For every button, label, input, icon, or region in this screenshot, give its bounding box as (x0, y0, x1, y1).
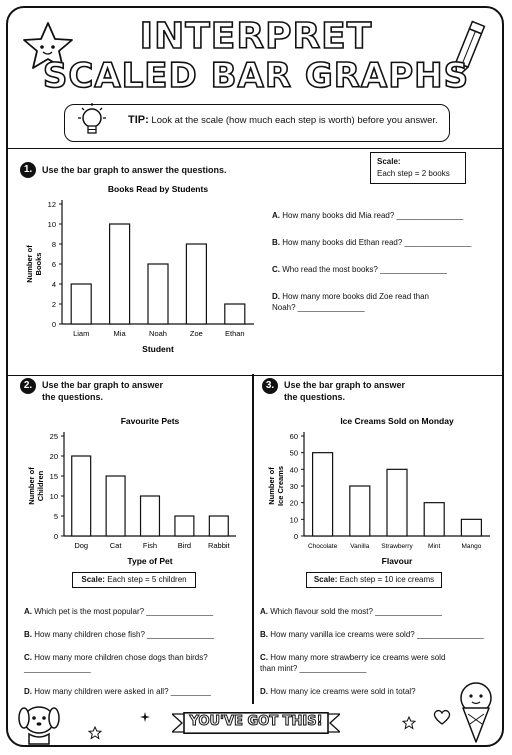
bar (148, 264, 168, 324)
sparkle-icon (140, 712, 150, 722)
bar (175, 516, 194, 536)
section-1-scale-box (370, 152, 466, 184)
y-axis-label-line: Number of (27, 467, 36, 505)
bar (350, 486, 370, 536)
x-tick-label: Ethan (224, 329, 245, 338)
x-tick-label: Bird (177, 541, 192, 550)
question-3a: A. Which flavour sold the most? _______________ (260, 607, 442, 616)
bar (141, 496, 160, 536)
tip-label: TIP: (128, 114, 149, 126)
section-2-number: 2. (20, 378, 36, 394)
y-tick-label: 20 (49, 452, 58, 461)
y-tick-label: 5 (53, 512, 58, 521)
y-axis-label (27, 467, 45, 505)
x-tick-label: Noah (149, 329, 167, 338)
bar (110, 224, 130, 324)
y-tick-label: 12 (47, 200, 56, 209)
y-tick-label: 6 (51, 260, 56, 269)
bar (209, 516, 228, 536)
y-tick-label: 0 (53, 532, 58, 541)
chart-title: Books Read by Students (107, 184, 209, 194)
x-tick-label: Fish (142, 541, 158, 550)
chart-title: Favourite Pets (120, 416, 180, 426)
chart-title: Ice Creams Sold on Monday (340, 416, 454, 426)
section-2-heading: Use the bar graph to answer the questions. (42, 380, 164, 402)
section-2-questions (24, 606, 244, 697)
x-tick-label: Vanilla (350, 543, 370, 550)
bar (71, 284, 91, 324)
y-tick-label: 30 (289, 482, 298, 491)
scale-label: Scale: (377, 157, 401, 166)
section-2-scale-box: Scale: Each step = 5 children (72, 572, 196, 588)
question-3c: C. How many more strawberry ice creams were sold than mint? _______________ (260, 653, 446, 673)
y-tick-label: 0 (293, 532, 298, 541)
y-tick-label: 20 (289, 498, 298, 508)
y-tick-label: 4 (51, 280, 56, 289)
title-line-1: INTERPRET (139, 16, 373, 57)
bar (186, 244, 206, 324)
x-axis-label: Flavour (381, 556, 413, 566)
bar (225, 304, 245, 324)
chart-books-read (14, 184, 264, 368)
x-tick-label: Cat (109, 541, 122, 550)
bar (387, 469, 407, 536)
bar (461, 519, 481, 536)
title-line-2: SCALED BAR GRAPHS (42, 56, 470, 96)
y-axis-label (267, 466, 285, 506)
y-axis-label-line: Children (36, 470, 45, 502)
y-tick-label: 50 (289, 448, 298, 458)
section-1-heading: Use the bar graph to answer the questions. (42, 165, 227, 175)
y-tick-label: 40 (289, 465, 298, 475)
x-axis-label: Type of Pet (127, 556, 173, 566)
y-tick-label: 2 (51, 300, 56, 309)
section-3-scale-box: Scale: Each step = 10 ice creams (306, 572, 442, 588)
tip-text (128, 114, 438, 127)
y-tick-label: 0 (51, 320, 56, 329)
y-tick-label: 8 (51, 240, 56, 249)
question-2c: C. How many more children chose dogs than birds? _______________ (24, 653, 208, 673)
x-tick-label: Rabbit (207, 541, 230, 550)
question-2b: B. How many children chose fish? _______________ (24, 630, 214, 639)
tip-body: Look at the scale (how much each step is worth) before you answer. (151, 115, 438, 126)
x-tick-label: Zoe (189, 329, 203, 338)
question-3d: D. How many ice creams were sold in total? (260, 687, 416, 696)
y-tick-label: 15 (49, 472, 58, 481)
y-tick-label: 25 (49, 432, 58, 441)
star-icon (88, 726, 102, 740)
question-1c: C. Who read the most books? _______________ (272, 265, 447, 274)
x-tick-label: Mango (461, 543, 482, 550)
section-1-questions (272, 210, 496, 313)
chart-ice-creams-sold (258, 406, 498, 570)
x-tick-label: Mint (428, 543, 441, 550)
question-3b: B. How many vanilla ice creams were sold? _______________ (260, 630, 484, 639)
section-3-heading: Use the bar graph to answer the questions. (284, 380, 406, 402)
puppy-icon (14, 694, 64, 748)
bar (424, 503, 444, 536)
heart-icon (432, 708, 452, 726)
question-1d: D. How many more books did Zoe read than Noah? _______________ (272, 292, 429, 312)
banner-text: YOU'VE GOT THIS! (189, 714, 323, 729)
bar (106, 476, 125, 536)
section-1-number: 1. (20, 162, 36, 178)
y-tick-label: 10 (49, 492, 58, 501)
star-icon (402, 716, 416, 730)
x-tick-label: Mia (113, 329, 126, 338)
x-axis-label: Student (142, 344, 174, 354)
x-tick-label: Chocolate (307, 543, 338, 550)
y-axis-label-line: Number of (25, 245, 34, 283)
question-1b: B. How many books did Ethan read? _______________ (272, 238, 472, 247)
y-axis-label (25, 245, 43, 283)
y-tick-label: 60 (289, 432, 298, 441)
question-2d: D. How many children were asked in all? _________ (24, 687, 211, 696)
y-tick-label: 10 (289, 515, 298, 525)
y-axis-label-line: Ice Creams (276, 465, 285, 507)
x-tick-label: Liam (73, 329, 90, 338)
chart-favourite-pets (14, 406, 246, 570)
ice-cream-icon (454, 676, 498, 746)
bar (72, 456, 91, 536)
x-tick-label: Dog (74, 541, 89, 550)
y-tick-label: 10 (47, 220, 56, 229)
y-axis-label-line: Number of (267, 467, 276, 505)
bar (313, 453, 333, 536)
question-1a: A. How many books did Mia read? _______________ (272, 211, 464, 220)
section-divider (252, 374, 254, 704)
y-axis-label-line: Books (34, 252, 43, 276)
question-2a: A. Which pet is the most popular? _______________ (24, 607, 214, 616)
x-tick-label: Strawberry (381, 543, 413, 550)
section-3-number: 3. (262, 378, 278, 394)
lightbulb-icon (74, 100, 110, 144)
scale-text: Each step = 2 books (377, 169, 450, 178)
